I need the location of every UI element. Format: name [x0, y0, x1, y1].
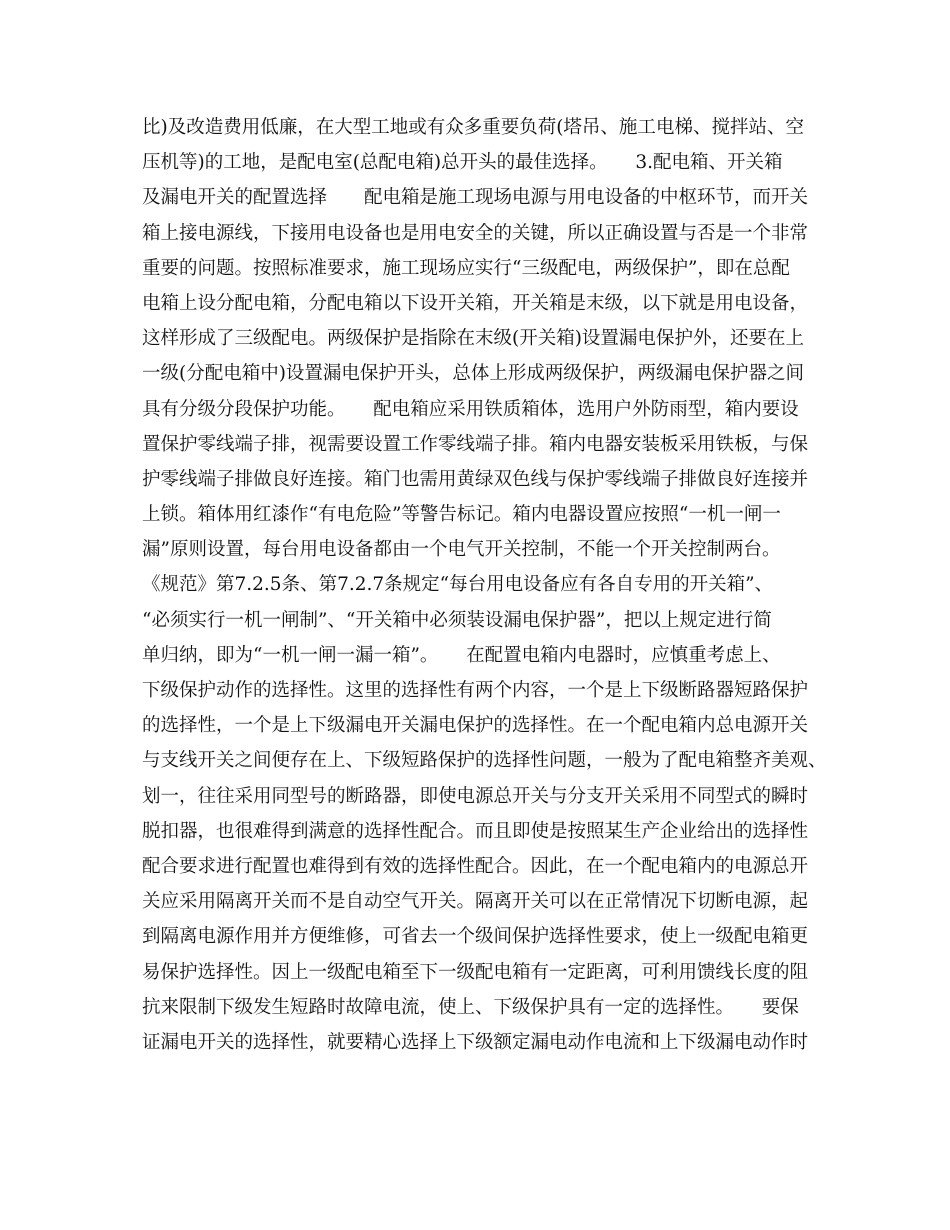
text-line: 上锁。箱体用红漆作“有电危险”等警告标记。箱内电器设置应按照“一机一闸一 [142, 504, 781, 526]
text-line: 配合要求进行配置也难得到有效的选择性配合。因此，在一个配电箱内的电源总开 [142, 855, 809, 877]
text-line: 的选择性，一个是上下级漏电开关漏电保护的选择性。在一个配电箱内总电源开关 [142, 715, 809, 737]
text-line: 具有分级分段保护功能。 配电箱应采用铁质箱体，选用户外防雨型，箱内要设 [142, 398, 799, 420]
text-line: 抗来限制下级发生短路时故障电流，使上、下级保护具有一定的选择性。 要保 [142, 996, 799, 1018]
text-line: 与支线开关之间便存在上、下级短路保护的选择性问题，一般为了配电箱整齐美观、 [142, 750, 827, 772]
text-line: 《规范》第7.2.5条、第7.2.7条规定“每台用电设备应有各自专用的开关箱”、 [142, 574, 774, 596]
text-line: 压机等)的工地，是配电室(总配电箱)总开头的最佳选择。 3.配电箱、开关箱 [142, 152, 783, 174]
text-line: 关应采用隔离开关而不是自动空气开关。隔离开关可以在正常情况下切断电源，起 [142, 891, 809, 913]
text-line: 一级(分配电箱中)设置漏电保护开头，总体上形成两级保护，两级漏电保护器之间 [142, 363, 804, 385]
text-line: 电箱上设分配电箱，分配电箱以下设开关箱，开关箱是末级，以下就是用电设备， [142, 292, 809, 314]
text-line: 单归纳，即为“一机一闸一漏一箱”。 在配置电箱内电器时，应慎重考虑上、 [142, 644, 781, 666]
text-line: 护零线端子排做良好连接。箱门也需用黄绿双色线与保护零线端子排做良好连接并 [142, 468, 809, 490]
text-line: 下级保护动作的选择性。这里的选择性有两个内容，一个是上下级断路器短路保护 [142, 680, 809, 701]
text-line: 置保护零线端子排，视需要设置工作零线端子排。箱内电器安装板采用铁板，与保 [142, 433, 809, 455]
text-line: 易保护选择性。因上一级配电箱至下一级配电箱有一定距离，可利用馈线长度的阻 [142, 961, 809, 983]
text-line: 证漏电开关的选择性，就要精心选择上下级额定漏电动作电流和上下级漏电动作时 [142, 1031, 809, 1053]
text-line: 划一，往往采用同型号的断路器，即使电源总开关与分支开关采用不同型式的瞬时 [142, 785, 809, 807]
text-line: 这样形成了三级配电。两级保护是指除在末级(开关箱)设置漏电保护外，还要在上 [142, 328, 804, 350]
text-line: 箱上接电源线，下接用电设备也是用电安全的关键，所以正确设置与否是一个非常 [142, 222, 809, 244]
text-line: “必须实行一机一闸制”、“开关箱中必须装设漏电保护器”，把以上规定进行简 [142, 609, 772, 631]
text-line: 脱扣器，也很难得到满意的选择性配合。而且即使是按照某生产企业给出的选择性 [142, 820, 809, 842]
text-line: 到隔离电源作用并方便维修，可省去一个级间保护选择性要求，使上一级配电箱更 [142, 926, 809, 948]
body-text [142, 110, 827, 1060]
text-line: 漏”原则设置，每台用电设备都由一个电气开关控制，不能一个开关控制两台。 [142, 539, 781, 561]
text-line: 及漏电开关的配置选择 配电箱是施工现场电源与用电设备的中枢环节，而开关 [142, 187, 809, 209]
text-line: 比)及改造费用低廉，在大型工地或有众多重要负荷(塔吊、施工电梯、搅拌站、空 [142, 117, 804, 138]
text-line: 重要的问题。按照标准要求，施工现场应实行“三级配电，两级保护”，即在总配 [142, 257, 790, 279]
